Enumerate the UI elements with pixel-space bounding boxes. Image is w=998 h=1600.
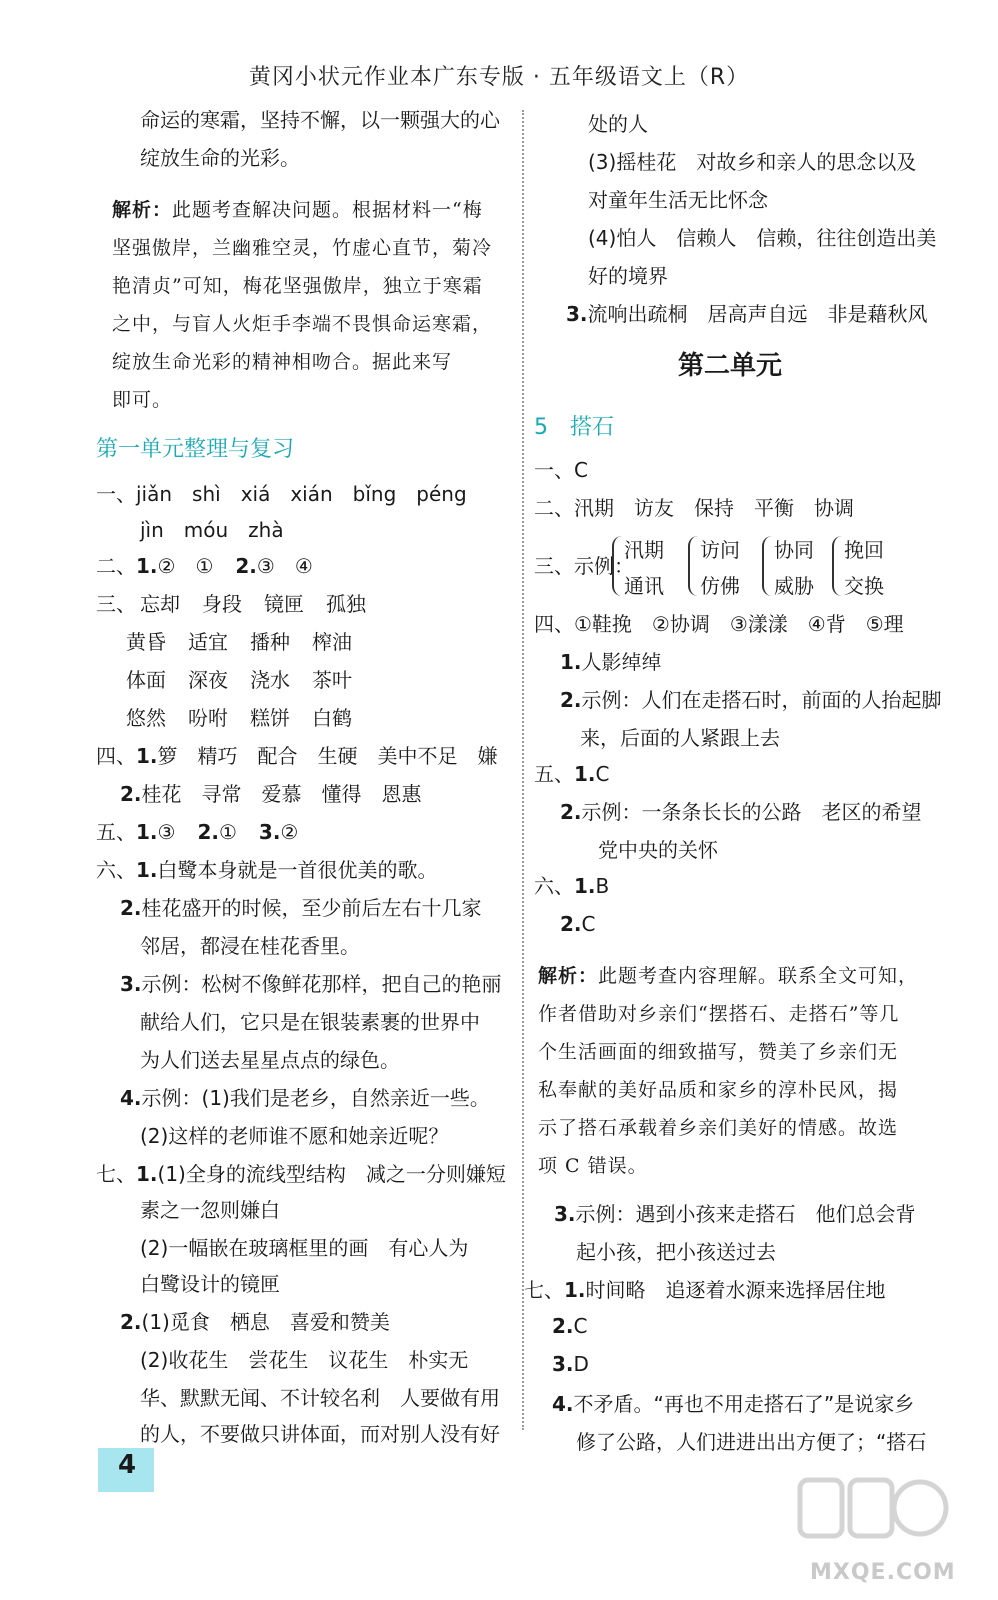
answer-line xyxy=(560,798,922,826)
answer-text: C xyxy=(573,1314,588,1338)
item-label: 六、 xyxy=(534,874,574,898)
item-number: 2. xyxy=(120,782,142,806)
answer-line xyxy=(566,300,928,328)
answer-line: 四、①鞋挽 ②协调 ③漾漾 ④背 ⑤理 xyxy=(534,612,904,636)
answer-line: 邻居，都浸在桂花香里。 xyxy=(140,934,360,958)
item-number: 3. xyxy=(566,302,588,326)
word: 榨油 xyxy=(312,630,352,654)
answer-line: 修了公路，人们进进出出方便了；“搭石 xyxy=(576,1430,927,1454)
answer-line: 好的境界 xyxy=(588,264,668,288)
text-line: 绽放生命的光彩。 xyxy=(140,146,300,170)
answer-line xyxy=(534,760,609,788)
answer-text: 桂花盛开的时候，至少前后左右十几家 xyxy=(141,896,482,920)
answer-line xyxy=(96,1160,506,1188)
answer-line xyxy=(96,552,313,580)
watermark-logo-icon xyxy=(780,1470,960,1560)
note-line: 艳清贞”可知，梅花坚强傲岸，独立于寒霜 xyxy=(112,275,483,297)
note-line: 作者借助对乡亲们“摆搭石、走搭石”等几 xyxy=(538,1003,900,1025)
answer-line: 献给人们，它只是在银装素裹的世界中 xyxy=(140,1010,480,1034)
answer-line xyxy=(96,856,438,884)
word: 身段 xyxy=(202,592,242,616)
text-line: 命运的寒霜，坚持不懈，以一颗强大的心 xyxy=(140,108,500,132)
item-number: 1. xyxy=(560,650,582,674)
item-label: 七、 xyxy=(96,1162,136,1186)
word: 访问 xyxy=(700,538,740,562)
answer-text: 白鹭本身就是一首很优美的歌。 xyxy=(157,858,438,882)
note-text: 此题考查解决问题。根据材料一“梅 xyxy=(172,199,483,221)
answer-text: C xyxy=(581,912,596,936)
item-number: 2. xyxy=(120,1310,142,1334)
word: 挽回 xyxy=(844,538,884,562)
word: 协同 xyxy=(774,538,814,562)
answer-line: 为人们送去星星点点的绿色。 xyxy=(140,1048,400,1072)
answer-line xyxy=(552,1390,914,1418)
word: 威胁 xyxy=(774,574,814,598)
unit-title: 第二单元 xyxy=(678,351,783,381)
note-line: 私奉献的美好品质和家乡的淳朴民风，揭 xyxy=(538,1079,899,1101)
answer-text: 示例：(1)我们是老乡，自然亲近一些。 xyxy=(141,1086,490,1110)
answer-line xyxy=(120,1084,490,1112)
answer-line xyxy=(560,910,595,938)
answer-line xyxy=(96,818,298,846)
answer-text: 不矛盾。“再也不用走搭石了”是说家乡 xyxy=(573,1392,915,1416)
answer-line xyxy=(120,780,422,808)
page-header: 黄冈小状元作业本广东专版 · 五年级语文上（R） xyxy=(248,65,750,90)
item-label: 五、 xyxy=(96,820,136,844)
answer-line xyxy=(96,742,498,770)
answer-line: 一、jiǎn shì xiá xián bǐng péng xyxy=(96,482,467,506)
answer-line: (2)收花生 尝花生 议花生 朴实无 xyxy=(140,1348,469,1372)
item-number: 1. xyxy=(564,1278,586,1302)
column-divider xyxy=(522,110,524,1430)
answer-line: 白鹭设计的镜匣 xyxy=(140,1272,280,1296)
answer-text: 示例：一条条长长的公路 老区的希望 xyxy=(581,800,922,824)
analysis-note xyxy=(112,196,483,224)
word: 孤独 xyxy=(326,592,366,616)
word: 适宜 xyxy=(188,630,228,654)
answer-line xyxy=(560,686,942,714)
item-label: 三、 xyxy=(96,592,136,616)
brace-icon xyxy=(688,536,700,596)
word: 吩咐 xyxy=(188,706,228,730)
answer-text: 示例：松树不像鲜花那样，把自己的艳丽 xyxy=(141,972,502,996)
word-row xyxy=(126,666,352,694)
item-number: 1. xyxy=(136,820,158,844)
word: 悠然 xyxy=(126,706,166,730)
word-row xyxy=(140,590,366,618)
answer-line: 来，后面的人紧跟上去 xyxy=(580,726,780,750)
item-number: 1. xyxy=(136,744,158,768)
answer-line: 二、汛期 访友 保持 平衡 协调 xyxy=(534,496,854,520)
answer-text: B xyxy=(595,874,610,898)
note-line: 绽放生命光彩的精神相吻合。据此来写 xyxy=(112,351,453,373)
item-number: 3. xyxy=(554,1202,576,1226)
answer-text: ③ xyxy=(157,820,176,844)
item-label: 七、 xyxy=(524,1278,564,1302)
item-number: 2. xyxy=(560,912,582,936)
item-number: 1. xyxy=(136,858,158,882)
answer-line: 起小孩，把小孩送过去 xyxy=(576,1240,776,1264)
note-line: 即可。 xyxy=(112,389,173,411)
answer-text: 时间略 追逐着水源来选择居住地 xyxy=(585,1278,886,1302)
answer-line: (3)摇桂花 对故乡和亲人的思念以及 xyxy=(588,150,917,174)
answer-line xyxy=(120,970,502,998)
item-number: 2. xyxy=(560,800,582,824)
item-number: 2. xyxy=(197,820,219,844)
answer-text: 示例：遇到小孩来走搭石 他们总会背 xyxy=(575,1202,916,1226)
item-number: 3. xyxy=(258,820,281,844)
word: 忘却 xyxy=(140,592,180,616)
item-number: 3. xyxy=(120,972,142,996)
word: 糕饼 xyxy=(250,706,290,730)
word: 汛期 xyxy=(624,538,664,562)
note-line: 示了搭石承载着乡亲们美好的情感。故选 xyxy=(538,1117,899,1139)
note-text: 此题考查内容理解。联系全文可知， xyxy=(598,965,919,987)
answer-line xyxy=(524,1276,886,1304)
answer-line: (4)怕人 信赖人 信赖，往往创造出美 xyxy=(588,226,937,250)
item-label: 六、 xyxy=(96,858,136,882)
word: 交换 xyxy=(844,574,884,598)
word: 体面 xyxy=(126,668,166,692)
analysis-note xyxy=(538,962,918,990)
answer-text: ② ① xyxy=(157,554,214,578)
answer-line xyxy=(560,648,662,676)
word: 镜匣 xyxy=(264,592,304,616)
section-title: 第一单元整理与复习 xyxy=(96,437,295,462)
answer-line xyxy=(120,1308,390,1336)
item-number: 2. xyxy=(560,688,582,712)
note-line: 个生活画面的细致描写，赞美了乡亲们无 xyxy=(538,1041,899,1063)
word: 黄昏 xyxy=(126,630,166,654)
word: 仿佛 xyxy=(700,574,740,598)
answer-text: (1)全身的流线型结构 减之一分则嫌短 xyxy=(157,1162,506,1186)
answer-line xyxy=(554,1200,916,1228)
answer-line: 党中央的关怀 xyxy=(598,838,718,862)
word-row xyxy=(126,628,352,656)
answer-text: 流响出疏桐 居高声自远 非是藉秋风 xyxy=(587,302,928,326)
answer-line: 处的人 xyxy=(588,112,648,136)
answer-line: 的人，不要做只讲体面，而对别人没有好 xyxy=(140,1422,500,1446)
item-label: 三、示例： xyxy=(534,554,634,578)
item-number: 2. xyxy=(120,896,142,920)
page-number: 4 xyxy=(118,1450,137,1480)
item-label: 二、 xyxy=(96,554,136,578)
note-line: 之中，与盲人火炬手李端不畏惧命运寒霜， xyxy=(112,313,493,335)
answer-text: ② xyxy=(280,820,299,844)
item-number: 3. xyxy=(552,1352,574,1376)
answer-line: 素之一忽则嫌白 xyxy=(140,1198,280,1222)
note-line: 坚强傲岸，兰幽雅空灵，竹虚心直节，菊冷 xyxy=(112,237,493,259)
word: 深夜 xyxy=(188,668,228,692)
answer-line xyxy=(552,1312,587,1340)
answer-text: 示例：人们在走搭石时，前面的人抬起脚 xyxy=(581,688,942,712)
item-number: 4. xyxy=(120,1086,142,1110)
item-number: 1. xyxy=(136,1162,158,1186)
item-number: 4. xyxy=(552,1392,574,1416)
word-row xyxy=(126,704,352,732)
answer-line: 一、C xyxy=(534,458,588,482)
brace-icon xyxy=(762,536,774,596)
item-number: 1. xyxy=(574,874,596,898)
note-line: 项 C 错误。 xyxy=(538,1155,648,1177)
word: 播种 xyxy=(250,630,290,654)
answer-text: 人影绰绰 xyxy=(581,650,662,674)
item-number: 1. xyxy=(136,554,158,578)
answer-line: (2)这样的老师谁不愿和她亲近呢？ xyxy=(140,1124,449,1148)
item-number: 2. xyxy=(552,1314,574,1338)
answer-text: ① xyxy=(218,820,237,844)
answer-line: (2)一幅嵌在玻璃框里的画 有心人为 xyxy=(140,1236,469,1260)
brace-icon xyxy=(832,536,844,596)
answer-text: (1)觅食 栖息 喜爱和赞美 xyxy=(141,1310,390,1334)
analysis-label: 解析： xyxy=(112,199,173,221)
brace-icon xyxy=(612,536,624,596)
item-number: 2. xyxy=(235,554,257,578)
answer-line xyxy=(534,872,609,900)
answer-line xyxy=(120,894,482,922)
word: 通讯 xyxy=(624,574,664,598)
word: 白鹤 xyxy=(312,706,352,730)
item-number: 1. xyxy=(574,762,596,786)
answer-line: 对童年生活无比怀念 xyxy=(588,188,768,212)
item-label: 五、 xyxy=(534,762,574,786)
answer-text: C xyxy=(595,762,610,786)
answer-text: 箩 精巧 配合 生硬 美中不足 嫌 xyxy=(157,744,498,768)
answer-line xyxy=(552,1350,589,1378)
item-label: 四、 xyxy=(96,744,136,768)
word: 浇水 xyxy=(250,668,290,692)
answer-text: D xyxy=(573,1352,589,1376)
answer-text: ③ ④ xyxy=(256,554,313,578)
answer-line: 华、默默无闻、不计较名利 人要做有用 xyxy=(140,1386,500,1410)
lesson-title: 5 搭石 xyxy=(534,415,614,440)
watermark-text: MXQE.COM xyxy=(810,1560,956,1585)
answer-line: jìn móu zhà xyxy=(140,518,284,542)
word: 茶叶 xyxy=(312,668,352,692)
answer-text: 桂花 寻常 爱慕 懂得 恩惠 xyxy=(141,782,422,806)
analysis-label: 解析： xyxy=(538,965,599,987)
